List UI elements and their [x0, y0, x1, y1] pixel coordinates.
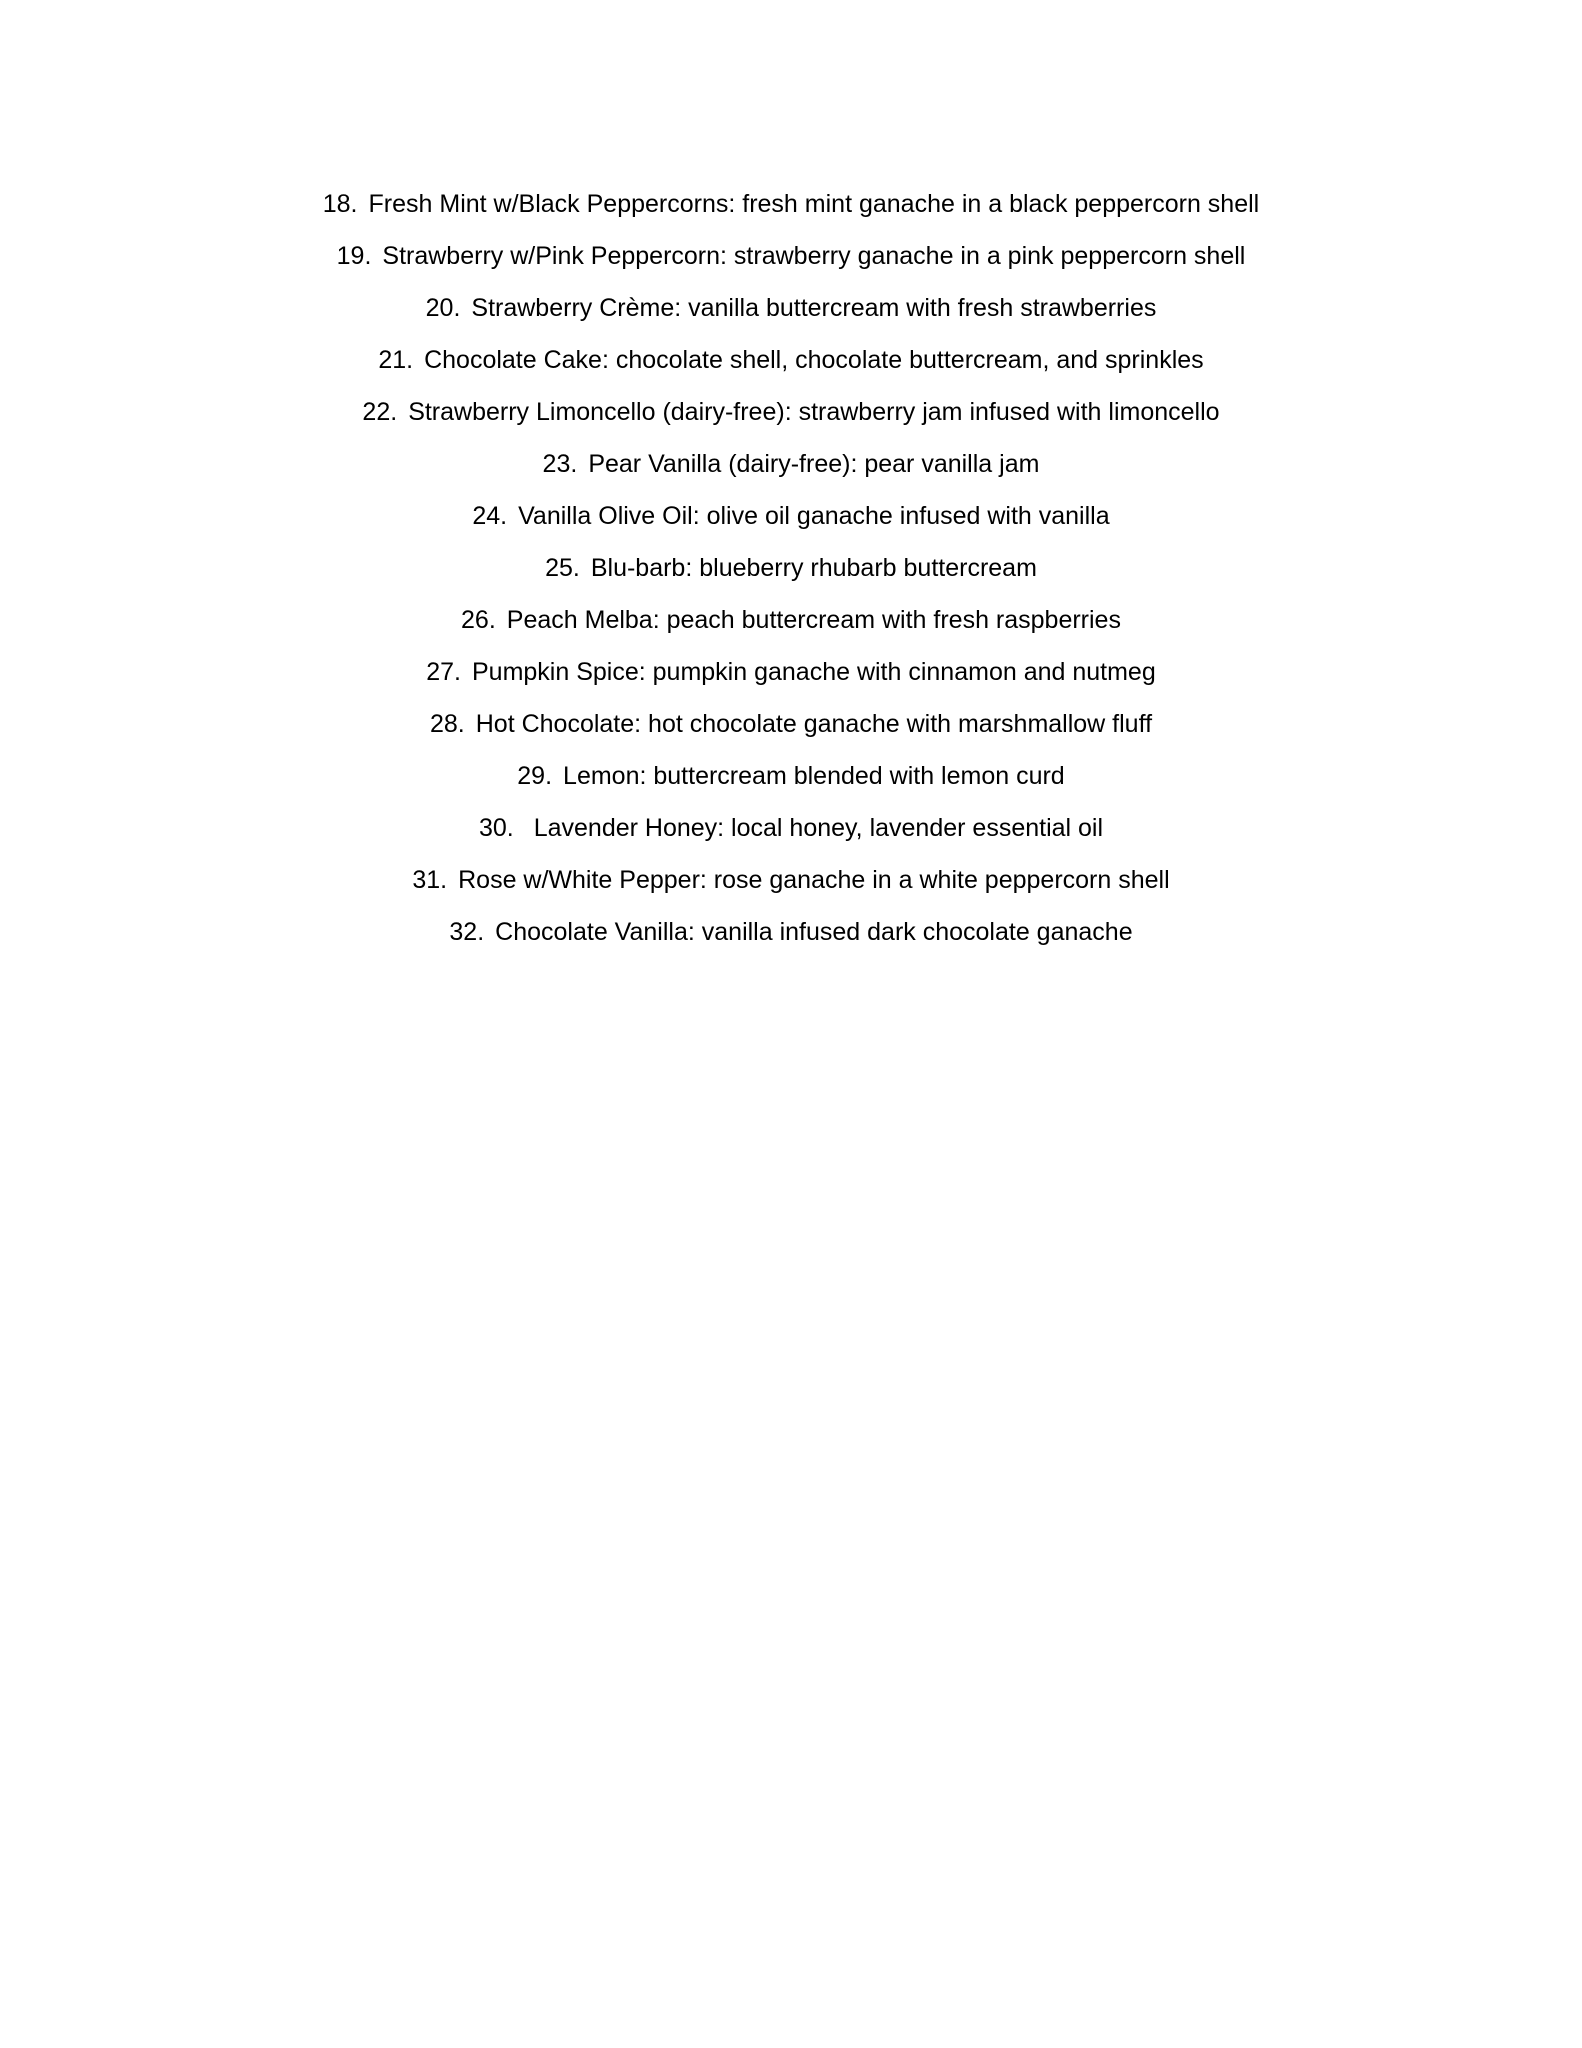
flavor-list: [0, 184, 1582, 964]
item-text: Strawberry Limoncello (dairy-free): strawberry jam infused with limoncello: [408, 398, 1220, 426]
item-text: Chocolate Cake: chocolate shell, chocolate buttercream, and sprinkles: [424, 346, 1204, 374]
item-number: 31.: [412, 866, 448, 894]
item-text: Blu-barb: blueberry rhubarb buttercream: [590, 554, 1037, 582]
list-item: [0, 236, 1582, 288]
item-number: 28.: [429, 710, 465, 738]
item-text: Strawberry Crème: vanilla buttercream with fresh strawberries: [471, 294, 1157, 322]
item-number: 24.: [472, 502, 508, 530]
item-text: Strawberry w/Pink Peppercorn: strawberry ganache in a pink peppercorn shell: [382, 242, 1246, 270]
item-number: 21.: [378, 346, 414, 374]
item-number: 23.: [542, 450, 578, 478]
list-item: [0, 184, 1582, 236]
list-item: [0, 808, 1582, 860]
item-text: Fresh Mint w/Black Peppercorns: fresh mint ganache in a black peppercorn shell: [368, 190, 1260, 218]
item-number: 30.: [478, 814, 514, 842]
list-item: [0, 392, 1582, 444]
list-item: [0, 548, 1582, 600]
item-number: 19.: [336, 242, 372, 270]
item-text: Vanilla Olive Oil: olive oil ganache infused with vanilla: [518, 502, 1110, 530]
item-text: Rose w/White Pepper: rose ganache in a white peppercorn shell: [458, 866, 1170, 894]
item-text: Chocolate Vanilla: vanilla infused dark chocolate ganache: [495, 918, 1133, 946]
item-number: 29.: [517, 762, 553, 790]
list-item: [0, 704, 1582, 756]
item-number: 22.: [362, 398, 398, 426]
item-text: Pumpkin Spice: pumpkin ganache with cinnamon and nutmeg: [472, 658, 1156, 686]
list-item: [0, 444, 1582, 496]
list-item: [0, 652, 1582, 704]
item-text: Peach Melba: peach buttercream with fresh raspberries: [506, 606, 1121, 634]
item-number: 25.: [545, 554, 580, 582]
list-item: [0, 756, 1582, 808]
item-text: Lavender Honey: local honey, lavender essential oil: [533, 814, 1104, 842]
item-text: Hot Chocolate: hot chocolate ganache with marshmallow fluff: [475, 710, 1153, 738]
list-item: [0, 860, 1582, 912]
list-item: [0, 912, 1582, 964]
list-item: [0, 600, 1582, 652]
item-number: 27.: [426, 658, 461, 686]
list-item: [0, 340, 1582, 392]
item-text: Pear Vanilla (dairy-free): pear vanilla jam: [588, 450, 1040, 478]
item-text: Lemon: buttercream blended with lemon curd: [563, 762, 1065, 790]
item-number: 26.: [461, 606, 496, 634]
list-item: [0, 288, 1582, 340]
item-number: 32.: [449, 918, 485, 946]
list-item: [0, 496, 1582, 548]
item-number: 20.: [425, 294, 461, 322]
item-number: 18.: [322, 190, 358, 218]
